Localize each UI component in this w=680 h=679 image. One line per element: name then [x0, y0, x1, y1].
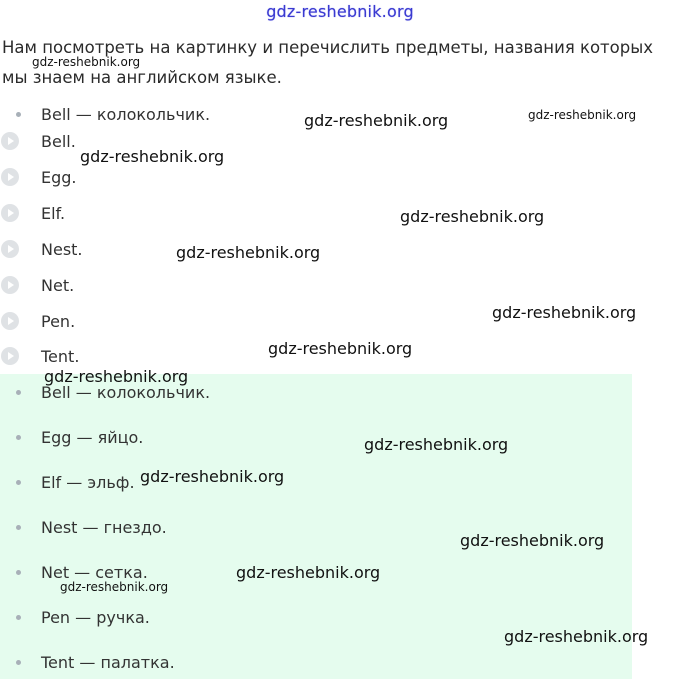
bullet-dot-icon	[16, 390, 21, 395]
play-icon[interactable]	[1, 347, 19, 365]
answer-text: Elf — эльф.	[41, 473, 135, 492]
audio-word: Nest.	[41, 240, 83, 259]
list-item-text: Bell — колокольчик.	[41, 105, 211, 124]
watermark-text: gdz-reshebnik.org	[268, 339, 413, 358]
watermark-text: gdz-reshebnik.org	[400, 207, 545, 226]
header-watermark[interactable]: gdz-reshebnik.org	[266, 2, 414, 21]
audio-item-egg	[0, 166, 300, 190]
audio-item-net	[0, 274, 300, 298]
answer-item	[0, 606, 420, 630]
answer-text: Net — сетка.	[41, 563, 148, 582]
bullet-dot-icon	[16, 525, 21, 530]
audio-word: Egg.	[41, 168, 77, 187]
watermark-text: gdz-reshebnik.org	[504, 627, 649, 646]
watermark-text: gdz-reshebnik.org	[236, 563, 381, 582]
watermark-text: gdz-reshebnik.org	[176, 243, 321, 262]
audio-word: Bell.	[41, 132, 76, 151]
answer-text: Bell — колокольчик.	[41, 383, 211, 402]
audio-word: Net.	[41, 276, 75, 295]
answer-text: Pen — ручка.	[41, 608, 150, 627]
play-icon[interactable]	[1, 276, 19, 294]
audio-item-tent	[0, 345, 300, 369]
watermark-text: gdz-reshebnik.org	[492, 303, 637, 322]
bullet-dot-icon	[16, 660, 21, 665]
play-icon[interactable]	[1, 168, 19, 186]
watermark-text: gdz-reshebnik.org	[140, 467, 285, 486]
bullet-dot-icon	[16, 112, 21, 117]
audio-word: Elf.	[41, 204, 66, 223]
play-icon[interactable]	[1, 240, 19, 258]
bullet-dot-icon	[16, 435, 21, 440]
answer-item	[0, 516, 420, 540]
audio-item-pen	[0, 310, 300, 334]
play-icon[interactable]	[1, 312, 19, 330]
watermark-text: gdz-reshebnik.org	[304, 111, 449, 130]
audio-word: Tent.	[41, 347, 80, 366]
watermark-text: gdz-reshebnik.org	[528, 108, 637, 122]
bullet-dot-icon	[16, 480, 21, 485]
audio-word: Pen.	[41, 312, 76, 331]
play-icon[interactable]	[1, 132, 19, 150]
audio-item-elf	[0, 202, 300, 226]
watermark-text: gdz-reshebnik.org	[80, 147, 225, 166]
watermark-text: gdz-reshebnik.org	[32, 55, 141, 69]
play-icon[interactable]	[1, 204, 19, 222]
watermark-text: gdz-reshebnik.org	[460, 531, 605, 550]
bullet-dot-icon	[16, 615, 21, 620]
watermark-text: gdz-reshebnik.org	[364, 435, 509, 454]
answer-text: Nest — гнездо.	[41, 518, 167, 537]
answer-item	[0, 426, 420, 450]
answer-text: Egg — яйцо.	[41, 428, 144, 447]
intro-text: Нам посмотреть на картинку и перечислить предметы, названия которых мы знаем на английском языке.	[2, 38, 654, 87]
answer-text: Tent — палатка.	[41, 653, 175, 672]
watermark-text: gdz-reshebnik.org	[44, 367, 189, 386]
answer-item	[0, 651, 420, 675]
watermark-text: gdz-reshebnik.org	[60, 580, 169, 594]
bullet-dot-icon	[16, 570, 21, 575]
